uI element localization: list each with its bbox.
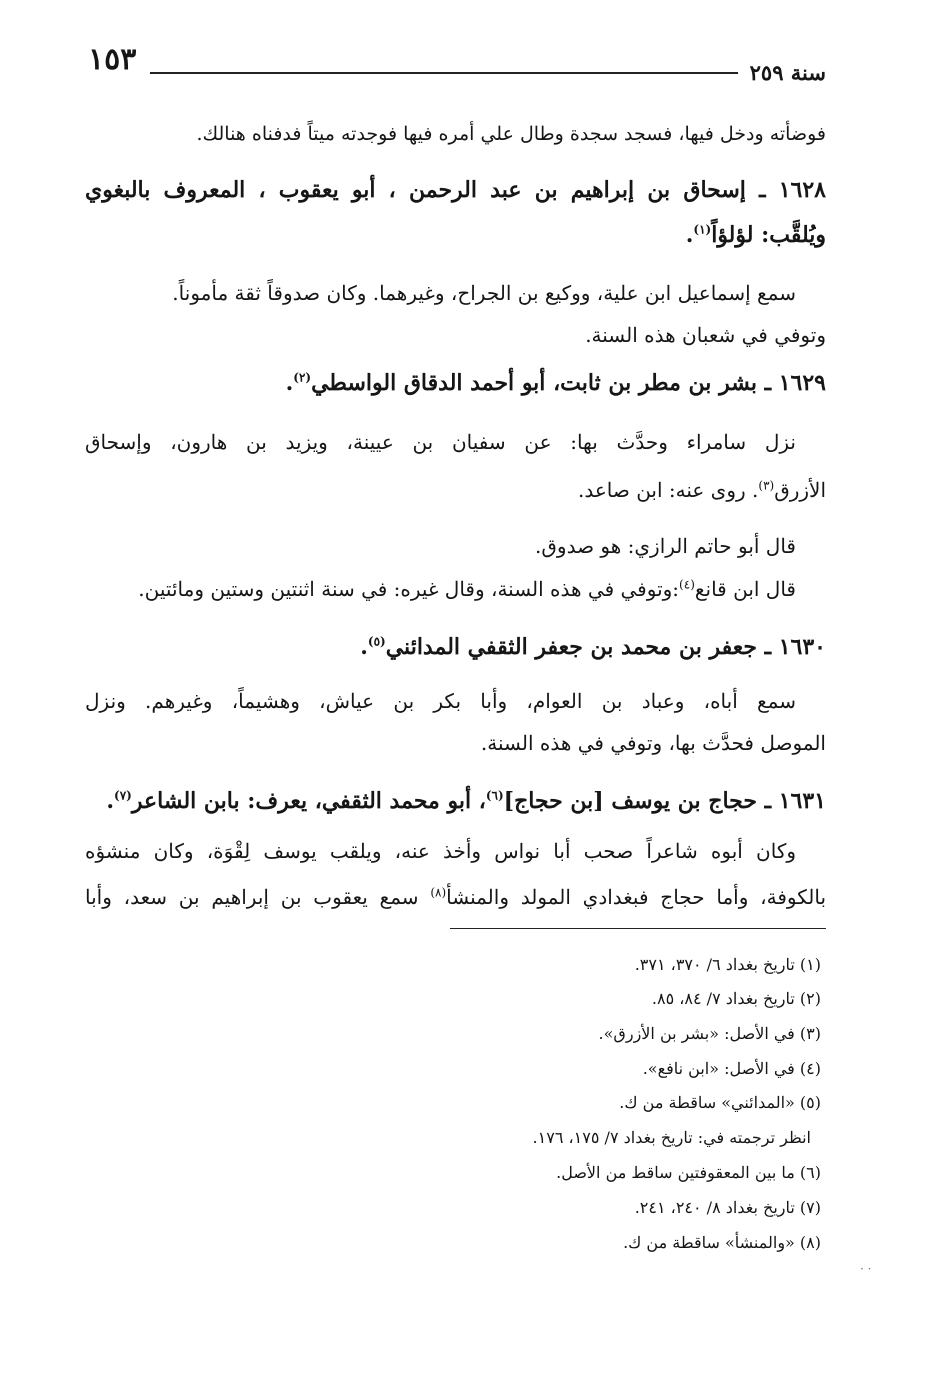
scan-speck: · · <box>860 1262 872 1276</box>
footnote-ref: (٢) <box>293 370 312 385</box>
text-line: بالكوفة، وأما حجاج فبغدادي المولد والمنشأ$^{(٨)}$ سمع يعقوب بن إبراهيم بن سعد، وأبا <box>85 885 827 909</box>
text-line: قال ابن قانع$^{(٤)}$:وتوفي في هذه السنة، وقال غيره: في سنة اثنتين وستين ومائتين. <box>138 577 796 601</box>
footnote-ref: (٤) <box>679 577 695 592</box>
entry-heading-1628: ١٦٢٨ ـ إسحاق بن إبراهيم بن عبد الرحمن ، أبو يعقوب ، المعروف بالبغوي <box>85 177 826 203</box>
header-rule <box>150 72 738 74</box>
footnote-item: (٣) في الأصل: «بشر بن الأزرق». <box>598 1024 821 1043</box>
footnote-ref: (٦) <box>485 788 504 803</box>
running-title: سنة ٢٥٩ <box>749 60 826 85</box>
entry-heading-1628-cont: ويُلقَّب: لؤلؤاً$^{(١)}$. <box>685 222 826 248</box>
footnote-ref: (٣) <box>758 478 775 493</box>
footnote-item: (١) تاريخ بغداد ٦/ ٣٧٠، ٣٧١. <box>634 955 821 974</box>
text-line: الموصل فحدَّث بها، وتوفي في هذه السنة. <box>480 731 826 755</box>
text-line: وتوفي في شعبان هذه السنة. <box>585 323 826 347</box>
footnote-item: (٨) «والمنشأ» ساقطة من ك. <box>623 1233 821 1252</box>
entry-heading-1631: ١٦٣١ ـ حجاج بن يوسف [بن حجاج]$^{(٦)}$، أبو محمد الثقفي، يعرف: بابن الشاعر$^{(٧)}$. <box>106 788 826 814</box>
text-line: الأزرق$^{(٣)}$. روى عنه: ابن صاعد. <box>577 478 826 502</box>
entry-heading-1629: ١٦٢٩ ـ بشر بن مطر بن ثابت، أبو أحمد الدقاق الواسطي$^{(٢)}$. <box>285 370 826 396</box>
footnote-ref: (٨) <box>430 885 447 900</box>
footnote-ref: (١) <box>693 222 712 237</box>
footnote-ref: (٧) <box>114 788 132 803</box>
footnote-item: (٢) تاريخ بغداد ٧/ ٨٤، ٨٥. <box>651 989 821 1008</box>
text-line: سمع أباه، وعباد بن العوام، وأبا بكر بن عياش، وهشيماً، وغيرهم. ونزل <box>85 689 796 713</box>
footnote-item: (٦) ما بين المعقوفتين ساقط من الأصل. <box>556 1163 821 1182</box>
footnote-item: (٥) «المدائني» ساقطة من ك. <box>619 1093 821 1112</box>
footnote-item: انظر ترجمته في: تاريخ بغداد ٧/ ١٧٥، ١٧٦. <box>532 1128 811 1147</box>
text-line: نزل سامراء وحدَّث بها: عن سفيان بن عيينة، ويزيد بن هارون، وإسحاق <box>85 430 796 454</box>
text-line: سمع إسماعيل ابن علية، ووكيع بن الجراح، وغيرهما. وكان صدوقاً ثقة مأموناً. <box>172 281 796 305</box>
text-line: فوضأته ودخل فيها، فسجد سجدة وطال علي أمره فيها فوجدته ميتاً فدفناه هنالك. <box>196 123 826 145</box>
footnote-item: (٤) في الأصل: «ابن نافع». <box>642 1059 821 1078</box>
text-line: قال أبو حاتم الرازي: هو صدوق. <box>535 534 796 558</box>
footnote-ref: (٥) <box>367 634 386 649</box>
footnote-item: (٧) تاريخ بغداد ٨/ ٢٤٠، ٢٤١. <box>634 1198 821 1217</box>
page-number: ١٥٣ <box>88 42 137 77</box>
page-header <box>88 42 826 92</box>
text-line: وكان أبوه شاعراً صحب أبا نواس وأخذ عنه، ويلقب يوسف لِقْوَة، وكان منشؤه <box>85 839 796 863</box>
entry-heading-1630: ١٦٣٠ ـ جعفر بن محمد بن جعفر الثقفي المدائني$^{(٥)}$. <box>360 634 826 660</box>
footnote-separator <box>450 928 826 929</box>
